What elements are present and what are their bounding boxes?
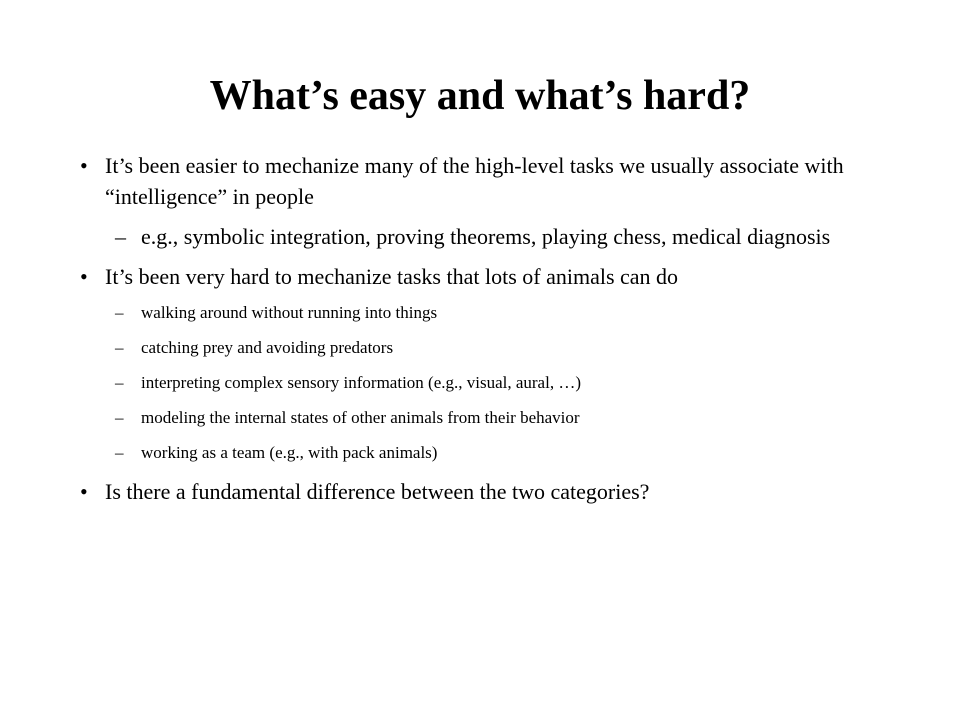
subbullet-item-team (80, 441, 880, 464)
subbullet-text: catching prey and avoiding predators (141, 338, 394, 357)
subbullet-item-examples (80, 221, 880, 252)
dash-marker: – (115, 443, 124, 462)
dash-marker: – (115, 303, 124, 322)
bullet-item-fundamental-difference (80, 476, 880, 507)
dash-marker: – (115, 373, 124, 392)
subbullet-text: walking around without running into things (141, 303, 438, 322)
subbullet-item-catching-prey (80, 336, 880, 359)
bullet-marker: • (80, 153, 88, 178)
bullet-item-hard-animal-tasks (80, 261, 880, 292)
bullet-text: Is there a fundamental difference between the two categories? (105, 479, 650, 504)
subbullet-text: working as a team (e.g., with pack animals) (141, 443, 438, 462)
dash-marker: – (115, 224, 126, 249)
bullet-item-easier-high-level-tasks (80, 150, 880, 212)
subbullet-text: interpreting complex sensory information (e.g., visual, aural, …) (141, 373, 581, 392)
dash-marker: – (115, 408, 124, 427)
subbullet-text: modeling the internal states of other animals from their behavior (141, 408, 580, 427)
bullet-text: It’s been easier to mechanize many of the high-level tasks we usually associate with “intelligence” in people (105, 153, 844, 209)
dash-marker: – (115, 338, 124, 357)
subbullet-text: e.g., symbolic integration, proving theorems, playing chess, medical diagnosis (141, 224, 831, 249)
bullet-marker: • (80, 479, 88, 504)
bullet-text: It’s been very hard to mechanize tasks that lots of animals can do (105, 264, 679, 289)
slide-title: What’s easy and what’s hard? (209, 73, 751, 119)
subbullet-item-sensory (80, 371, 880, 394)
subbullet-item-walking (80, 301, 880, 324)
bullet-marker: • (80, 264, 88, 289)
bullet-list (80, 150, 880, 516)
subbullet-item-internal-states (80, 406, 880, 429)
